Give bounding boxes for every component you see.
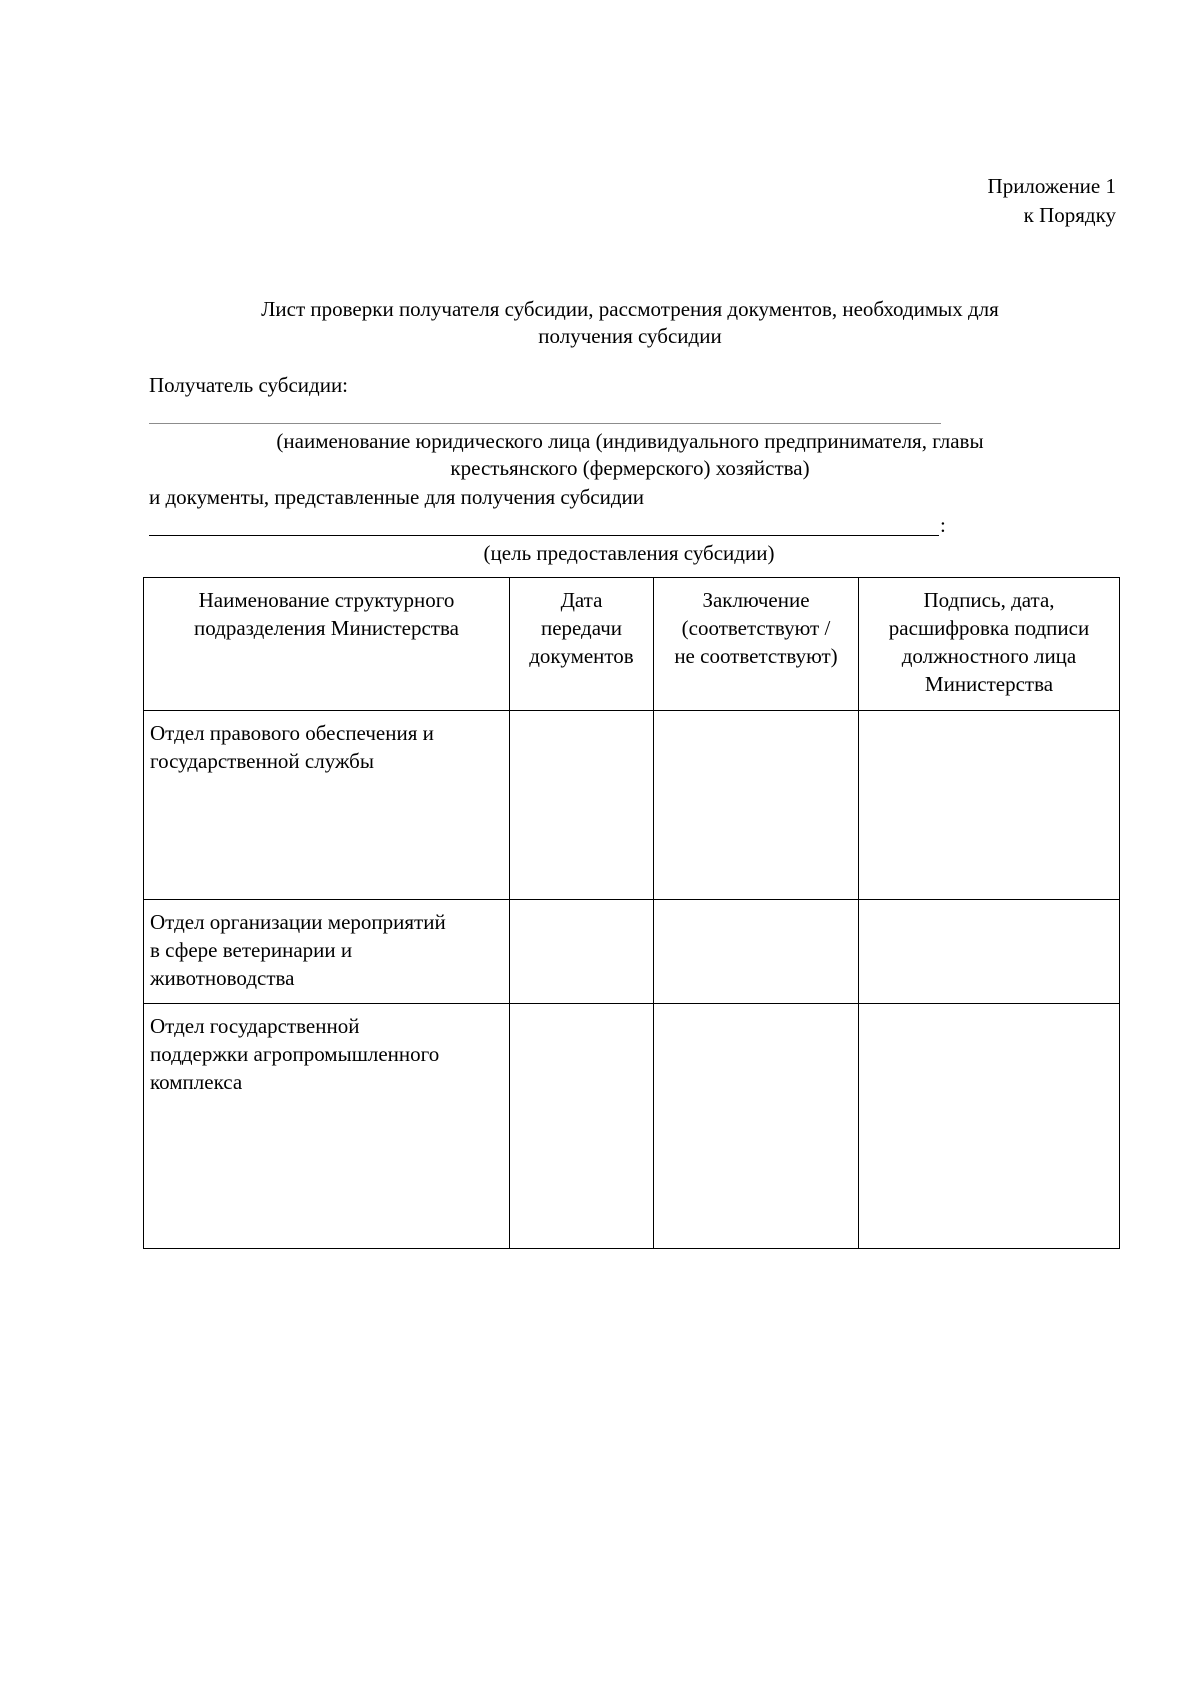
signature-cell[interactable] — [859, 711, 1120, 900]
check-table — [143, 577, 1120, 1249]
header-conclusion: Заключение (соответствуют / не соответствуют) — [654, 578, 859, 711]
table-row — [144, 711, 1120, 900]
transfer-date-cell[interactable] — [510, 900, 654, 1004]
subsidy-purpose-colon: : — [940, 513, 946, 537]
department-cell: Отдел государственной поддержки агропромышленного комплекса — [144, 1004, 510, 1249]
table-row — [144, 900, 1120, 1004]
recipient-caption-line-2: крестьянского (фермерского) хозяйства) — [450, 456, 810, 480]
table-header-row — [144, 578, 1120, 711]
subsidy-purpose-line — [149, 535, 939, 536]
department-cell: Отдел организации мероприятий в сфере ветеринарии и животноводства — [144, 900, 510, 1004]
table-row — [144, 1004, 1120, 1249]
appendix-line-1: Приложение 1 — [987, 174, 1116, 198]
header-department: Наименование структурного подразделения Министерства — [144, 578, 510, 711]
conclusion-cell[interactable] — [654, 1004, 859, 1249]
recipient-caption-line-1: (наименование юридического лица (индивидуального предпринимателя, главы — [276, 429, 984, 453]
document-title — [150, 296, 1110, 350]
recipient-label: Получатель субсидии: — [149, 373, 349, 397]
department-cell: Отдел правового обеспечения и государственной службы — [144, 711, 510, 900]
signature-cell[interactable] — [859, 1004, 1120, 1249]
signature-cell[interactable] — [859, 900, 1120, 1004]
document-title-line-2: получения субсидии — [538, 324, 722, 348]
transfer-date-cell[interactable] — [510, 1004, 654, 1249]
recipient-caption — [200, 428, 1060, 482]
appendix-line-2: к Порядку — [1023, 203, 1116, 227]
conclusion-cell[interactable] — [654, 711, 859, 900]
document-title-line-1: Лист проверки получателя субсидии, рассмотрения документов, необходимых для — [261, 297, 999, 321]
transfer-date-cell[interactable] — [510, 711, 654, 900]
header-signature: Подпись, дата, расшифровка подписи должностного лица Министерства — [859, 578, 1120, 711]
subsidy-purpose-caption: (цель предоставления субсидии) — [483, 541, 775, 565]
conclusion-cell[interactable] — [654, 900, 859, 1004]
documents-label: и документы, представленные для получения субсидии — [149, 485, 645, 509]
appendix-reference — [716, 173, 1116, 231]
recipient-name-line — [149, 423, 941, 424]
header-transfer-date: Дата передачи документов — [510, 578, 654, 711]
